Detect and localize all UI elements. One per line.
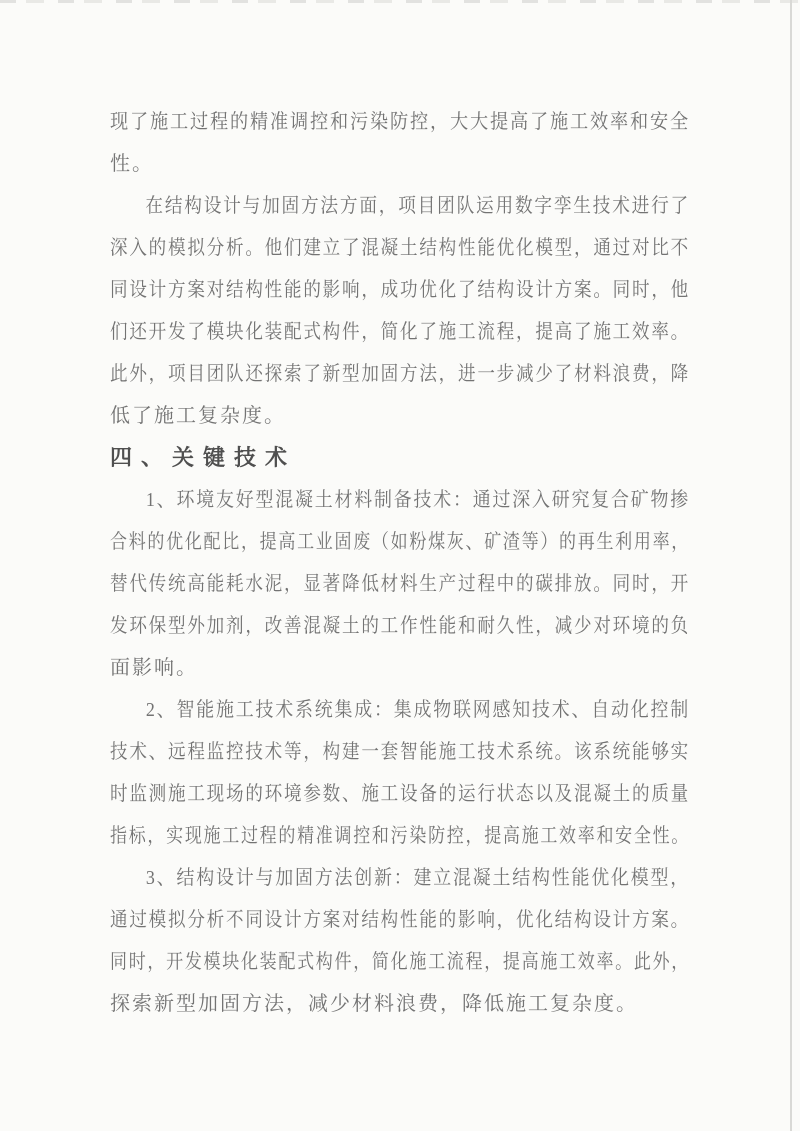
- key-tech-item-2: [110, 689, 690, 857]
- text-line: 技术、远程监控技术等，构建一套智能施工技术系统。该系统能够实: [110, 741, 690, 763]
- scan-top-edge-artifact: [0, 0, 800, 3]
- paragraph-structure-design: [110, 185, 690, 437]
- text-line: 探索新型加固方法，减少材料浪费，降低施工复杂度。: [110, 993, 638, 1015]
- text-line: 时监测施工现场的环境参数、施工设备的运行状态以及混凝土的质量: [110, 783, 690, 805]
- text-line: 深入的模拟分析。他们建立了混凝土结构性能优化模型，通过对比不: [110, 237, 690, 259]
- text-line: 此外，项目团队还探索了新型加固方法，进一步减少了材料浪费，降: [110, 363, 690, 385]
- text-line: 2、智能施工技术系统集成：集成物联网感知技术、自动化控制: [145, 699, 690, 721]
- scan-edge-line: [790, 0, 792, 1131]
- text-line: 1、环境友好型混凝土材料制备技术：通过深入研究复合矿物掺: [145, 489, 690, 511]
- text-line: 合料的优化配比，提高工业固废（如粉煤灰、矿渣等）的再生利用率，: [110, 531, 690, 553]
- paragraph-continued: [110, 101, 690, 185]
- key-tech-item-1: [110, 479, 690, 689]
- text-line: 们还开发了模块化装配式构件，简化了施工流程，提高了施工效率。: [110, 321, 690, 343]
- text-line: 面影响。: [110, 657, 198, 679]
- text-line: 同设计方案对结构性能的影响，成功优化了结构设计方案。同时，他: [110, 279, 690, 301]
- text-line: 现了施工过程的精准调控和污染防控，大大提高了施工效率和安全: [110, 111, 690, 133]
- text-line: 同时，开发模块化装配式构件，简化施工流程，提高施工效率。此外，: [110, 951, 690, 973]
- text-line: 性。: [110, 153, 154, 175]
- key-tech-item-3: [110, 857, 690, 1025]
- text-line: 替代传统高能耗水泥，显著降低材料生产过程中的碳排放。同时，开: [110, 573, 690, 595]
- text-line: 发环保型外加剂，改善混凝土的工作性能和耐久性，减少对环境的负: [110, 615, 690, 637]
- text-line: 3、结构设计与加固方法创新：建立混凝土结构性能优化模型，: [145, 867, 690, 889]
- text-line: 通过模拟分析不同设计方案对结构性能的影响，优化结构设计方案。: [110, 909, 690, 931]
- text-line: 在结构设计与加固方法方面，项目团队运用数字孪生技术进行了: [145, 195, 690, 217]
- text-line: 低了施工复杂度。: [110, 405, 286, 427]
- text-line: 指标，实现施工过程的精准调控和污染防控，提高施工效率和安全性。: [110, 825, 690, 847]
- section-heading: 四、关键技术: [110, 445, 297, 470]
- page-content: [110, 101, 690, 1025]
